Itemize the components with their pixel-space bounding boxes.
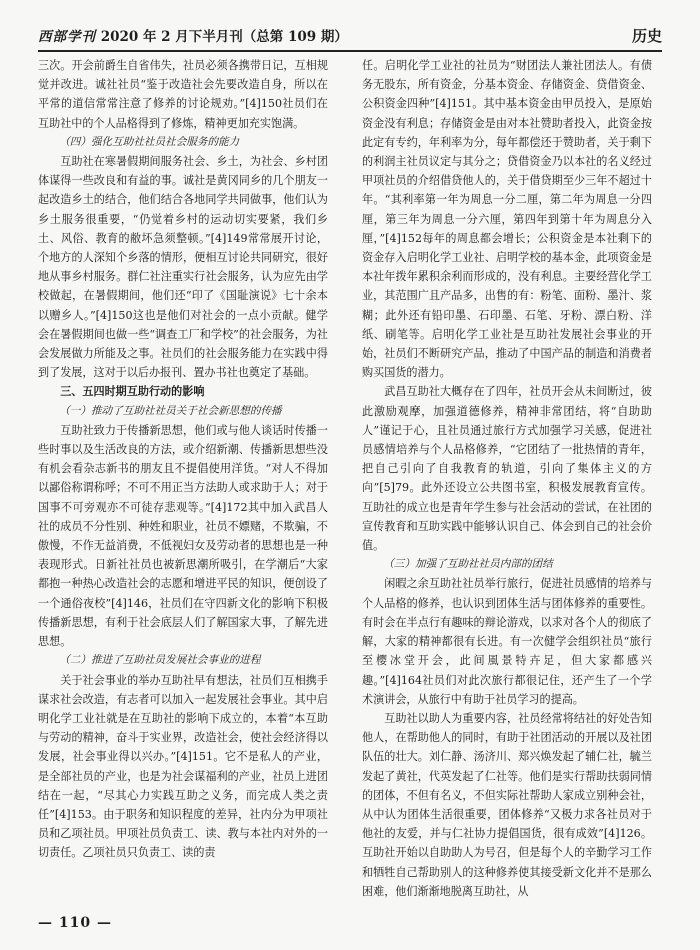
paragraph: 关于社会事业的举办互助社早有想法，社员们互相携手谋求社会改造，有志者可以加入一起发展社会事业。其中启明化学工业社就是在互助社的影响下成立的，本着“本互助与劳动的精神，奋斗于实业界，改造社会，使社会经济得以发展，社会事业得以兴办。”[4]151。它不是私人的产业，是全部社员的产业，也是为社会谋福利的产业，社员上进团结在一起，“尽其心力实践互助之义务，而完成人类之责任”[4]153。由于职务和知识程度的差异，社内分为甲项社员和乙项社员。甲项社员负责工、读、教与本社内对外的一切责任。乙项社员只负责工、读的责	[38, 673, 328, 860]
issue-info: 2020 年 2 月下半月刊（总第 109 期）	[100, 29, 348, 45]
paragraph: 互助社以助人为重要内容，社员经常将结社的好处告知他人，在帮助他人的同时，有助于社团活动的开展以及社团队伍的壮大。刘仁静、汤济川、郑兴焕发起了辅仁社，毓兰发起了黄社，代英发起了仁社等。他们是实行帮助扶弱同情的团体，不但有名义，不但实际社帮助人家成立别种会社，从中认为团体生活很重要，团体修养“又极力求各社员对于他社的友爱，并与仁社协力提倡国货，很有成效”[4]126。互助社开始以自助助人为号召，但是每个人的辛勤学习工作和牺牲自己帮助别人的这种修养使其接受新文化并不是那么困难，他们渐渐地脱离互助社，从	[362, 711, 652, 898]
subsection-heading: （二）推进了互助社员发展社会事业的进程	[59, 654, 261, 667]
paragraph: 任。启明化学工业社的社员为“财团法人兼社团法人。有债务无股东，所有资金，分基本资金、存储资金、贷借资金、公积资金四种”[4]151。其中基本资金由甲员投入，是原始资金没有利息；存储资金是由对本社赞助者投入，此资金按此定有专约，年利率为分，每年都偿还于赞助者，关于剩下的利润主社员议定与其分之；贷借资金乃以本社的名义经过甲项社员的介绍借贷他人的，关于借贷期至少三年不超过十年。“其利率第一年为周息一分二厘，第二年为周息一分四厘，第三年为周息一分六厘，第四年到第十年为周息分入厘，”[4]152每年的周息都会增长；公积资金是本社剩下的资金存入启明化学工业社、启明学校的基本金，此项资金是本社年拨年累积余利而形成的，没有利息。主要经营化学工业，其范围广且产品多，出售的有：粉笔、面粉、墨汁、浆糊；此外还有铅印墨、石印墨、石笔、牙粉、漂白粉、洋纸、刷笔等。启明化学工业社是互助社发展社会事业的开始，社员们不断研究产品，推动了中国产品的制造和消费者购买国货的潜力。	[362, 59, 652, 380]
right-column	[362, 56, 652, 901]
journal-masthead	[38, 25, 348, 45]
paragraph: 武昌互助社大概存在了四年，社员开会从未间断过，彼此激励观摩，加强道德修养，精神非常团结，将“自助助人”谨记于心，且社员通过旅行方式加强学习关感，促进社员感情培养与个人品格修养，“它团结了一批热情的青年，把自己引向了自我教育的轨道，引向了集体主义的方向”[5]79。此外还设立公共图书室，积极发展教育宣传。互助社的成立也是青年学生参与社会活动的尝试，在社团的宣传教育和互助实践中能够认识自己、体会到自己的社会价值。	[362, 385, 652, 553]
paragraph: 三次。开会前爵生自省伟失，社员必须各携带日记，互相规觉并改进。诚社社员“鉴于改造社会先要改造自身，所以在平常的道信常常注意了修养的讨论规劝。”[4]150社员们在互助社中的个人品格得到了修炼，精神更加充实饱满。	[38, 59, 328, 130]
subsection-heading: （三）加强了互助社社员内部的团结	[383, 558, 553, 571]
left-column	[38, 56, 328, 863]
page-header	[38, 16, 662, 52]
subsection-heading: （四）强化互助社社员社会服务的能力	[59, 135, 240, 148]
paragraph: 闲暇之余互助社社员举行旅行，促进社员感情的培养与个人品格的修养，也认识到团体生活与团体修养的重要性。有时会在半点行有趣味的辩论游戏，以求对各个人的彻底了解，大家的精神都很有长进。有一次健学会组织社员“旅行至樱冰堂开会，此间風景特卉足，但大家都感兴趣。”[4]164社员们对此次旅行都很记住，还产生了一个学术演讲会，从旅行中有助于社员学习的提高。	[362, 577, 652, 706]
paragraph: 互助社在寒暑假期间服务社会、乡土，为社会、乡村团体谋得一些改良和有益的事。诚社是黄冈同乡的几个朋友一起改造乡土的结合，他们结合各地同学共同做事，他们认为乡土服务很重要，“仍觉着乡村的运动切实要紧，我们乡土、风俗、教育的敝坏急须整顿。”[4]149常常展开讨论，个地方的人深知个乡落的情形，便相互讨论共同研究，很好地从事乡村服务。群仁社注重实行社会服务，认为应先由学校做起，在暑假期间，他们还“印了《国耻演说》七十余本以赠乡人。”[4]150这也是他们对社会的一点小贡献。健学会在暑假期间也做一些“调查工厂和学校”的社会服务，为社会发展做力所能及之事。社员们的社会服务能力在实践中得到了发展，这对于以后办报刊、置办书社也奠定了基础。	[38, 155, 328, 380]
section-label: 历史	[631, 27, 662, 45]
journal-title: 西部学刊	[38, 29, 96, 45]
subsection-heading: （一）推动了互助社社员关于社会新思想的传播	[59, 404, 282, 417]
section-heading: 三、五四时期互助行动的影响	[60, 385, 205, 399]
page-number: — 110 —	[38, 915, 112, 931]
paragraph: 互助社致力于传播新思想，他们或与他人谈话时传播一些时事以及生活改良的方法，或介绍新潮、传播新思想些没有机会看杂志新书的朋友且不提倡使用洋货。“对人不得加以鄙俗称谓称呼；不可不用正当方法助人或求助于人；对于国事不可旁观亦不可徒存悲观等。”[4]172其中加入武昌人社的成员不分性别、种姓和职业，社员不嫖赌，不欺骗，不傲慢，不作无益消费，不低视妇女及劳动者的思想也是一种表现形式。日新社社员也被新思潮所吸引，在学潮后“大家都抱一种热心改造社会的志愿和增进平民的知识，便创设了一个通俗夜校”[4]146，社员们在守四新文化的影响下积极传播新思想，有利于社会底层人们了解国家大事，了解先进思想。	[38, 423, 328, 649]
